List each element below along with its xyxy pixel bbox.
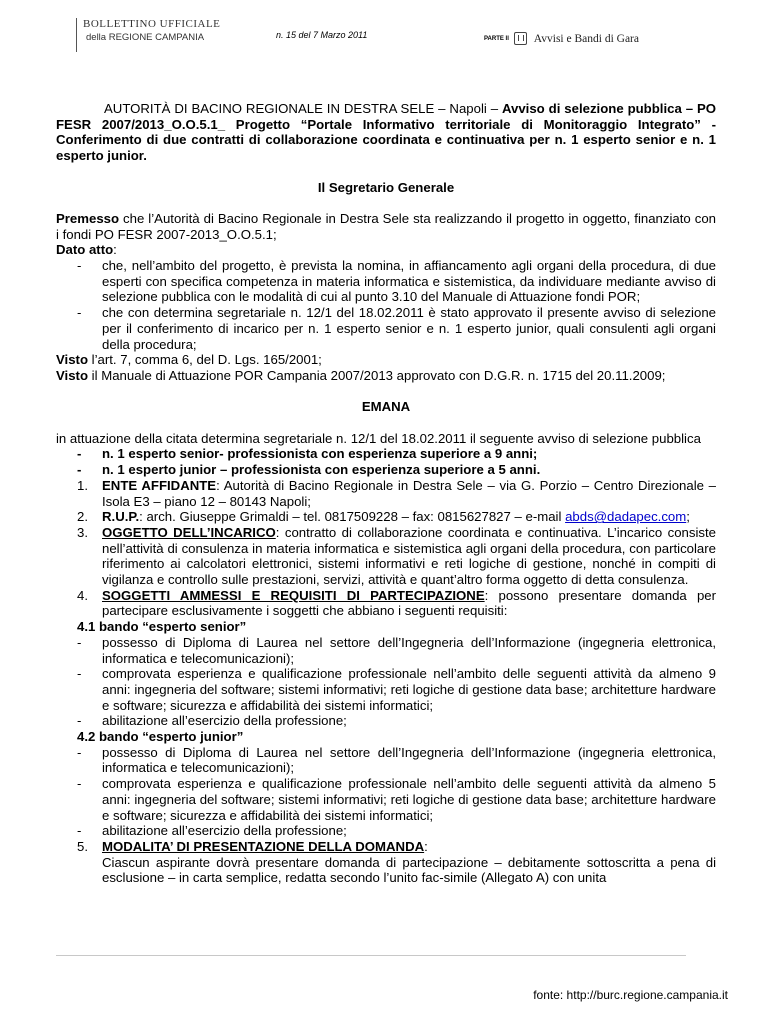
item-text: : [424,838,428,854]
logo-divider [76,18,77,52]
item-text: : arch. Giuseppe Grimaldi – tel. 0817509228 – fax: 0815627827 – e-mail [139,509,566,525]
list-item [56,305,716,352]
list-item [56,823,716,839]
dash-marker: - [77,823,82,839]
visto-text: l’art. 7, comma 6, del D. Lgs. 165/2001; [88,352,322,368]
dato-atto-item: che, nell’ambito del progetto, è prevista la nomina, in affiancamento agli organi della procedura, di due esperti con specifica competenza in materia informatica e sistemistica, da individuare mediante avviso di selezione pubblica con le modalità di cui al punto 3.10 del Manuale di Attuazione fondi POR; [102,258,716,305]
emana-heading: EMANA [361,399,411,415]
premesso-text: che l’Autorità di Bacino Regionale in Destra Sele sta realizzando il progetto in oggetto, finanziato con i fondi PO FESR 2007-2013_O.O.5.1; [56,210,716,242]
section-name: Avvisi e Bandi di Gara [533,32,639,45]
item-number: 1. [77,477,88,493]
list-item [56,462,716,478]
numbered-item [56,839,716,855]
dash-marker: - [77,713,82,729]
bollettino-subtitle: della REGIONE CAMPANIA [86,32,205,43]
premesso-paragraph [56,211,716,242]
dash-marker: - [77,634,82,650]
item-text: : possono presentare domanda per partecipare esclusivamente i soggetti che abbiano i seguenti requisiti: [102,587,717,619]
bollettino-title: BOLLETTINO UFFICIALE [83,18,221,30]
dash-marker: - [77,666,82,682]
item-label: ENTE AFFIDANTE [102,477,217,493]
footer-divider [56,955,686,956]
item-number: 3. [77,524,88,540]
numbered-item [56,478,716,509]
list-item [56,635,716,666]
list-item [56,446,716,462]
dato-atto-item: che con determina segretariale n. 12/1 del 18.02.2011 è stato approvato il presente avviso di selezione per il conferimento di incarico per n. 1 esperto senior e n. 1 esperto junior, quali consulenti agli organi della procedura; [102,305,716,352]
visto-label: Visto [56,367,89,383]
section-label [484,30,639,48]
document-title [56,101,716,164]
visto-text: il Manuale di Attuazione POR Campania 2007/2013 approvato con D.G.R. n. 1715 del 20.11.2009; [88,367,666,383]
numbered-item [56,509,716,525]
item-continuation [56,855,716,886]
bando-junior-heading: 4.2 bando “esperto junior” [77,729,244,745]
profile-item: n. 1 esperto junior – professionista con esperienza superiore a 5 anni. [102,462,541,478]
parte-label: PARTE II [484,35,509,42]
intro-paragraph: in attuazione della citata determina segretariale n. 12/1 del 18.02.2011 il seguente avviso di selezione pubblica [56,430,701,446]
dash-marker: - [77,305,82,321]
item-text: : Autorità di Bacino Regionale in Destra Sele – via G. Porzio – Centro Direzionale – Isola E3 – piano 12 – 80143 Napoli; [102,477,716,509]
item-number: 2. [77,509,88,525]
signatory-heading: Il Segretario Generale [317,179,455,195]
item-text: : contratto di collaborazione coordinata e continuativa. L’incarico consiste nell’attività di consulenza in materia informatica e sistemistica agli organi della procedura, con particolare riferimento ai calcolatori elettronici, sistemi informativi e reti logiche di gestione, nonché in compiti di vigilanza e controllo sulle prestazioni, servizi, attività e quant’altro forma oggetto di detta consulenza. [102,524,716,588]
source-footer: fonte: http://burc.regione.campania.it [533,988,728,1002]
dato-atto-heading [56,242,716,258]
document-body [56,101,716,886]
numbered-item [56,525,716,588]
email-link[interactable]: abds@dadapec.com [565,509,687,525]
section-icon [514,32,527,45]
item-label: MODALITA’ DI PRESENTAZIONE DELLA DOMANDA [102,838,425,854]
visto-paragraph [56,352,716,368]
profile-item: n. 1 esperto senior- professionista con esperienza superiore a 9 anni; [102,446,538,462]
item-label: OGGETTO DELL’INCARICO [102,524,276,540]
item-label: R.U.P. [102,509,140,525]
list-item [56,666,716,713]
bando-senior-heading: 4.1 bando “esperto senior” [77,619,247,635]
visto-label: Visto [56,352,89,368]
list-item [56,713,716,729]
dash-marker: - [77,744,82,760]
item-number: 4. [77,587,88,603]
requirement-item: comprovata esperienza e qualificazione professionale nell’ambito delle seguenti attività da almeno 9 anni: ingegneria del software; sistemi informativi; reti logiche di gestione data base; architetture hardware e software; sicurezza e affidabilità dei sistemi informatici; [102,666,716,713]
item-end: ; [686,509,690,525]
issue-number: n. 15 del 7 Marzo 2011 [276,30,368,40]
dato-atto-label: Dato atto [56,242,114,258]
title-lead: AUTORITÀ DI BACINO REGIONALE IN DESTRA SELE – Napoli – [104,101,502,116]
list-item [56,258,716,305]
item-label: SOGGETTI AMMESSI E REQUISITI DI PARTECIPAZIONE [102,587,485,603]
page-header [0,14,770,54]
requirement-item: abilitazione all’esercizio della professione; [102,713,347,729]
premesso-label: Premesso [56,210,120,226]
numbered-item [56,588,716,619]
dash-marker: - [77,446,82,462]
item-body: Ciascun aspirante dovrà presentare domanda di partecipazione – debitamente sottoscritta a pena di esclusione – in carta semplice, redatta secondo l’unito fac-simile (Allegato A) con unita [102,854,716,886]
requirement-item: possesso di Diploma di Laurea nel settore dell’Ingegneria dell’Informazione (ingegneria elettronica, informatica e telecomunicazioni); [102,744,716,776]
visto-paragraph [56,368,716,384]
dash-marker: - [77,776,82,792]
dash-marker: - [77,462,82,478]
requirement-item: abilitazione all’esercizio della professione; [102,823,347,839]
requirement-item: possesso di Diploma di Laurea nel settore dell’Ingegneria dell’Informazione (ingegneria elettronica, informatica e telecomunicazioni); [102,634,716,666]
dato-atto-colon: : [113,242,117,258]
item-number: 5. [77,838,88,854]
requirement-item: comprovata esperienza e qualificazione professionale nell’ambito delle seguenti attività da almeno 5 anni: ingegneria del software; sistemi informativi; reti logiche di gestione data base; architetture hardware e software; sicurezza e affidabilità dei sistemi informatici; [102,776,716,823]
list-item [56,776,716,823]
dash-marker: - [77,258,82,273]
title-bold: Avviso di selezione pubblica – PO FESR 2007/2013_O.O.5.1_ Progetto “Portale Informativo territoriale di Monitoraggio Integrato” - Conferimento di due contratti di collaborazione coordinata e continuativa per n. 1 esperto senior e n. 1 esperto junior. [56,101,716,164]
list-item [56,745,716,776]
